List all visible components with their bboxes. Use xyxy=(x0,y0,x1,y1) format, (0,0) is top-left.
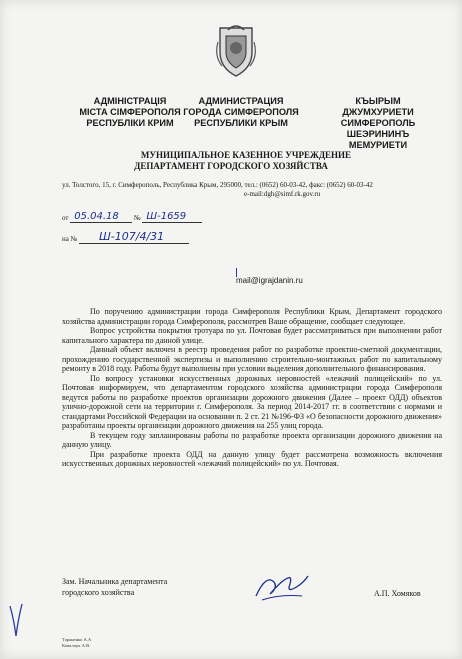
body-paragraph: По вопросу установки искусственных дорожных неровностей «лежачий полицейский» по ул. Почтовая информируем, что департаментом городского хозяйства администрации города Симферополя ведутся работы по разработке проектов организации дорожного движения (Далее – проект ОДД) объектов улично-дорожной сети на территории г. Симферополя. За период 2014-2017 гг. в соответствии с нормами и стандартами Российской Федерации на основании п. 2 ст. 21 №196-ФЗ «О безопасности дорожного движения» разработаны проекты организации дорожного движения на 255 улиц города. xyxy=(62,373,442,430)
signatory-position xyxy=(62,576,167,598)
executor-name: Ковалчук А.В. xyxy=(62,643,91,648)
body-paragraph: Вопрос устройства покрытия тротуара по ул. Почтовая будет рассматриваться при выполнении работ капитального характера по данной улице. xyxy=(62,326,442,345)
reference-handwritten: Ш-107/4/31 xyxy=(99,230,165,243)
header-ua-line: МІСТА СІМФЕРОПОЛЯ xyxy=(79,107,181,117)
reference-field xyxy=(79,232,189,244)
checkmark-icon xyxy=(8,600,24,640)
address-line: ул. Толстого, 15, г. Симферополь, Республика Крым, 295000, тел.: (0652) 60-03-42, факс: (0652) 60-03-42 xyxy=(62,181,373,189)
position-line1: Зам. Начальника департамента xyxy=(62,577,168,586)
body-paragraph: По поручению администрации города Симферополя Республики Крым, Департамент городского хозяйства администрации города Симферополя, рассмотрев Ваше обращение, сообщает следующее. xyxy=(62,307,442,326)
organization-line2: ДЕПАРТАМЕНТ ГОРОДСКОГО ХОЗЯЙСТВА xyxy=(134,161,328,171)
header-ru-line: РЕСПУБЛИКИ КРЫМ xyxy=(194,118,288,128)
from-prefix: от xyxy=(62,214,69,222)
header-crimean-tatar xyxy=(322,96,434,151)
header-crh-line: КЪЫРЫМ ДЖУМХУРИЕТИ xyxy=(342,96,414,117)
header-russian xyxy=(176,96,306,129)
to-prefix: на № xyxy=(62,235,78,243)
header-ua-line: АДМІНІСТРАЦІЯ xyxy=(93,96,167,106)
recipient-email: mail@igrajdanin.ru xyxy=(236,276,303,285)
header-ru-line: АДМИНИСТРАЦИЯ xyxy=(198,96,284,106)
position-line2: городского хозяйства xyxy=(62,588,135,597)
date-field xyxy=(70,212,132,223)
executors xyxy=(62,637,91,649)
number-prefix: № xyxy=(133,214,141,222)
header-crh-line: МЕМУРИЕТИ xyxy=(348,140,408,150)
handwritten-signature-icon xyxy=(252,570,312,604)
signatory-name: А.П. Хомяков xyxy=(374,589,421,598)
header-ua-line: РЕСПУБЛІКИ КРИМ xyxy=(86,118,174,128)
organization-line1: МУНИЦИПАЛЬНОЕ КАЗЕННОЕ УЧРЕЖДЕНИЕ xyxy=(140,150,352,160)
incoming-registration xyxy=(62,232,189,244)
date-handwritten: 05.04.18 xyxy=(74,211,119,222)
header-crh-line: ШЕЭРИНИНЪ xyxy=(346,129,410,139)
number-field xyxy=(142,212,202,223)
body-paragraph: При разработке проекта ОДД на данную улицу будет рассмотрена возможность включения искусственных дорожных неровностей «лежачий полицейский» по ул. Почтовая. xyxy=(62,449,442,468)
header-crh-line: СИМФЕРОПОЛЬ xyxy=(340,118,416,128)
organization-name xyxy=(0,150,462,172)
header-ru-line: ГОРОДА СИМФЕРОПОЛЯ xyxy=(183,107,299,117)
body-paragraph: В текущем году запланированы работы по разработке проекта организации дорожного движения на данную улицу. xyxy=(62,430,442,449)
crimea-coat-of-arms-icon xyxy=(214,22,258,78)
letter-body xyxy=(62,307,442,469)
outgoing-registration xyxy=(62,212,202,223)
body-paragraph: Данный объект включен в реестр проведения работ по разработке проектно-сметной документации, прохождению государственной экспертизы и выполнению строительно-монтажных работ по капитальному ремонту в 2018 году. Работы будут выполнены при условии выделения дополнительного финансирования. xyxy=(62,345,442,373)
number-handwritten: Ш-1659 xyxy=(146,211,187,222)
executor-name: Тараненко А.А xyxy=(62,637,92,642)
address-email: e-mail:dgh@simf.rk.gov.ru xyxy=(244,190,321,198)
address-block xyxy=(62,181,452,199)
